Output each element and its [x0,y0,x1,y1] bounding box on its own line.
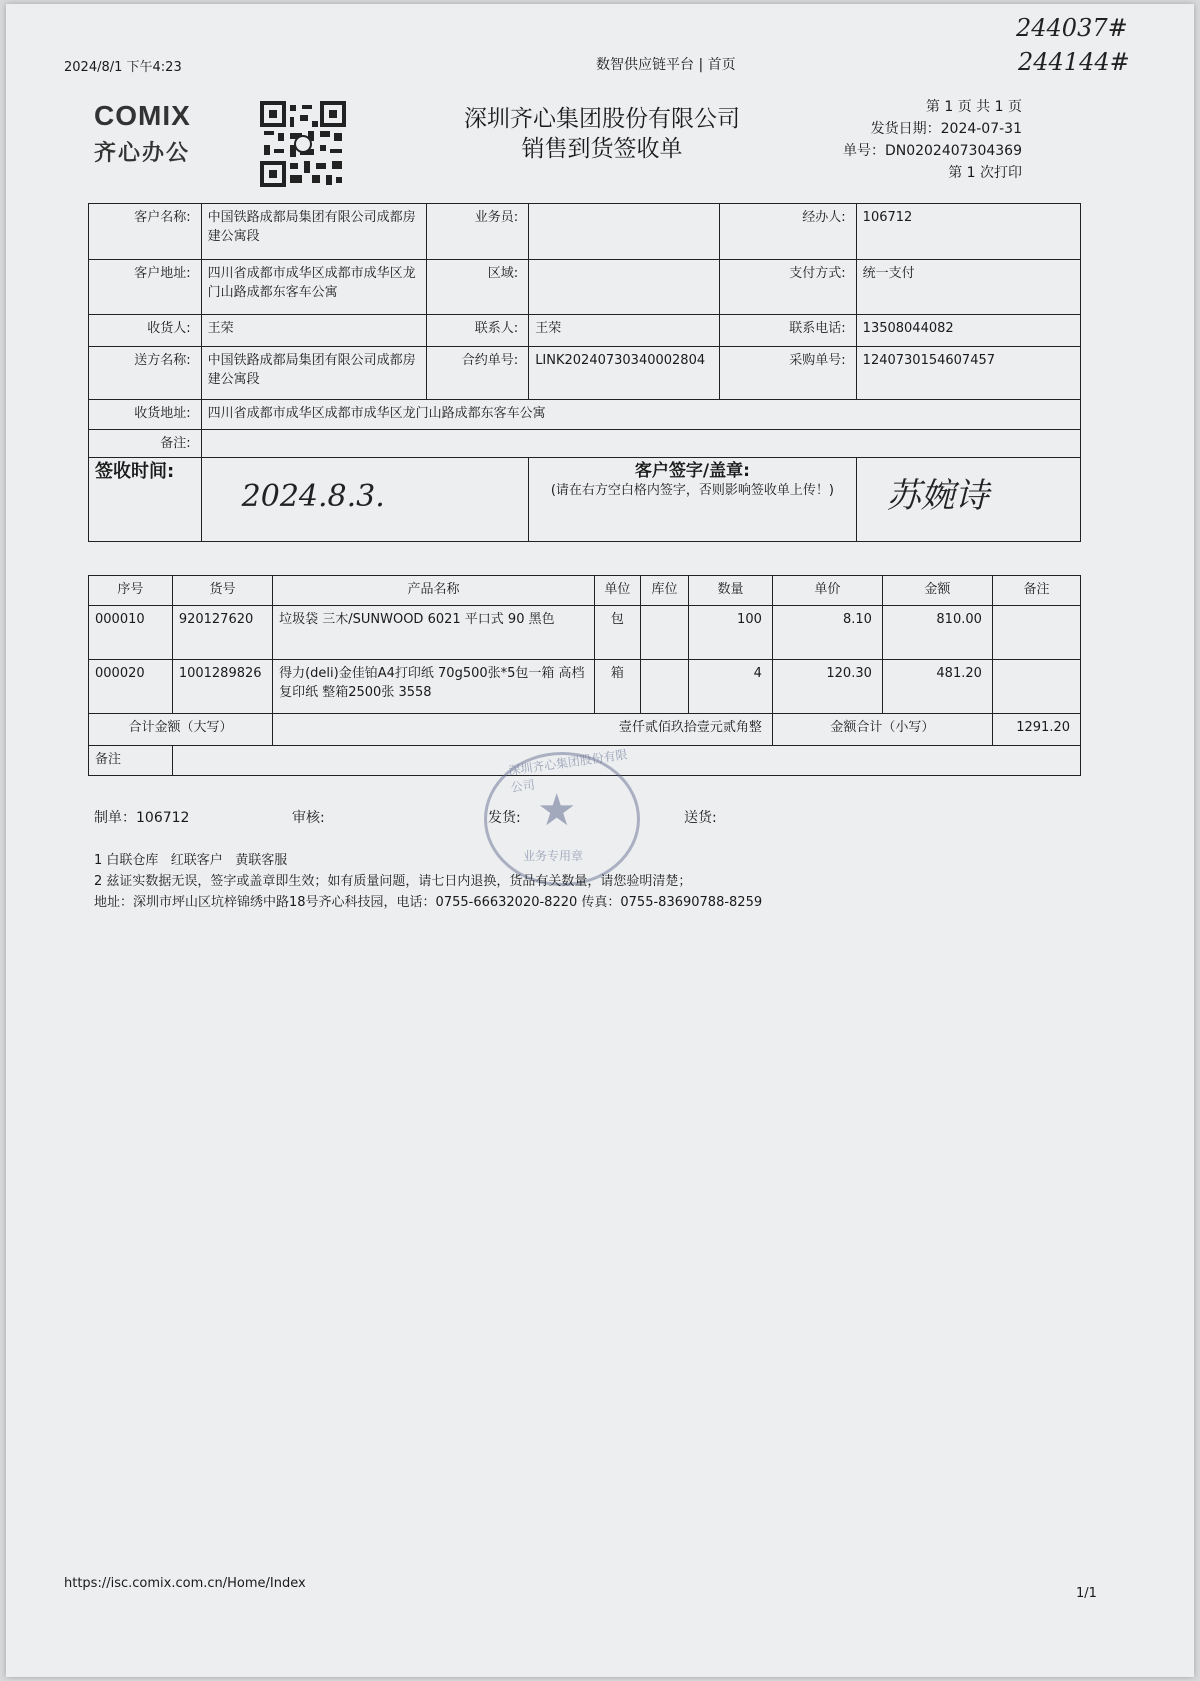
total-cn-label: 合计金额（大写） [89,714,273,746]
handwritten-note-2: 244144# [1018,48,1130,76]
col-header: 货号 [172,576,272,606]
delivery-address-label: 收货地址: [89,400,202,430]
items-remark-label: 备注 [89,746,173,776]
contact-label: 联系人: [426,315,528,347]
page-url: https://isc.comix.com.cn/Home/Index [64,1576,306,1591]
remark-label: 备注: [89,430,202,458]
purchase-value: 1240730154607457 [856,347,1080,400]
purchase-label: 采购单号: [720,347,857,400]
handwritten-note-1: 244037# [1016,14,1128,42]
seal-star-icon: ★ [537,785,577,836]
total-row [89,714,1081,746]
row-unit: 箱 [594,660,640,714]
salesman-value [529,204,720,260]
table-row [89,660,1081,714]
col-header: 金额 [882,576,992,606]
row-price: 8.10 [772,606,882,660]
document-paper [6,4,1194,1677]
print-count: 第 1 次打印 [948,165,1022,181]
row-qty: 4 [689,660,773,714]
company-address: 地址：深圳市坪山区坑梓锦绣中路18号齐心科技园，电话：0755-66632020-8220 传真：0755-83690788-8259 [94,895,763,910]
company-name: 深圳齐心集团股份有限公司 [464,106,740,132]
total-value: 1291.20 [992,714,1080,746]
address-label: 客户地址: [89,260,202,315]
deliver-label: 送货: [684,810,717,826]
table-row [89,606,1081,660]
col-header: 单位 [594,576,640,606]
col-header: 产品名称 [273,576,595,606]
items-header-row [89,576,1081,606]
row-seq: 000020 [89,660,173,714]
order-number: 单号：DN0202407304369 [842,143,1022,159]
col-header: 序号 [89,576,173,606]
address-value: 四川省成都市成华区成都市成华区龙门山路成都东客车公寓 [201,260,426,315]
receiver-value: 王荣 [201,315,426,347]
col-header: 数量 [689,576,773,606]
pay-method-label: 支付方式: [720,260,857,315]
handler-label: 经办人: [720,204,857,260]
salesman-label: 业务员: [426,204,528,260]
total-cn-value: 壹仟贰佰玖拾壹元贰角整 [273,714,773,746]
row-location [640,606,688,660]
col-header: 库位 [640,576,688,606]
page-number: 1/1 [1076,1586,1097,1601]
row-remark [992,606,1080,660]
col-header: 单价 [772,576,882,606]
row-seq: 000010 [89,606,173,660]
row-sku: 1001289826 [172,660,272,714]
customer-sign-label: 客户签字/盖章: [634,461,750,481]
total-label: 金额合计（小写） [772,714,992,746]
row-qty: 100 [689,606,773,660]
phone-label: 联系电话: [720,315,857,347]
row-amount: 810.00 [882,606,992,660]
customer-sign-note: (请在右方空白格内签字，否则影响签收单上传！) [550,483,834,498]
row-sku: 920127620 [172,606,272,660]
customer-label: 客户名称: [89,204,202,260]
document-title: 销售到货签收单 [521,136,683,162]
receiver-label: 收货人: [89,315,202,347]
comix-logo: COMIX [94,100,191,131]
row-remark [992,660,1080,714]
row-product: 得力(deli)金佳铂A4打印纸 70g500张*5包一箱 高档复印纸 整箱2500张 3558 [273,660,595,714]
qr-code [260,101,346,187]
row-amount: 481.20 [882,660,992,714]
region-value [529,260,720,315]
delivery-address-value: 四川省成都市成华区成都市成华区龙门山路成都东客车公寓 [201,400,1080,430]
col-header: 备注 [992,576,1080,606]
sign-time-label: 签收时间: [89,458,202,542]
pay-method-value: 统一支付 [856,260,1080,315]
items-table [88,575,1081,776]
copies-note: 1 白联仓库 红联客户 黄联客服 [94,853,288,868]
maker: 制单：106712 [94,810,190,826]
phone-value: 13508044082 [856,315,1080,347]
contract-label: 合约单号: [426,347,528,400]
row-location [640,660,688,714]
row-product: 垃圾袋 三木/SUNWOOD 6021 平口式 90 黑色 [273,606,595,660]
info-table [88,203,1081,542]
row-price: 120.30 [772,660,882,714]
remark-value [201,430,1080,458]
ship-date: 发货日期：2024-07-31 [870,121,1022,137]
contract-value: LINK20240730340002804 [529,347,720,400]
contact-value: 王荣 [529,315,720,347]
print-time: 2024/8/1 下午4:23 [64,60,182,75]
terms-note: 2 兹证实数据无误，签字或盖章即生效；如有质量问题，请七日内退换，货品有关数量，请您验明清楚； [94,874,692,889]
seal-text-top: 深圳齐心集团股份有限公司 [507,747,629,795]
seal-text-bottom: 业务专用章 [523,849,584,863]
review-label: 审核: [292,810,325,826]
ship-label: 发货: [488,810,521,826]
customer-signature: 苏婉诗 [886,475,989,516]
row-unit: 包 [594,606,640,660]
handler-value: 106712 [856,204,1080,260]
customer-value: 中国铁路成都局集团有限公司成都房建公寓段 [201,204,426,260]
sign-time-value: 2024.8.3. [241,479,385,514]
comix-logo-cn: 齐心办公 [94,141,191,166]
sendto-value: 中国铁路成都局集团有限公司成都房建公寓段 [201,347,426,400]
page-count: 第 1 页 共 1 页 [925,99,1022,115]
region-label: 区域: [426,260,528,315]
sendto-label: 送方名称: [89,347,202,400]
site-header: 数智供应链平台 | 首页 [596,57,736,73]
